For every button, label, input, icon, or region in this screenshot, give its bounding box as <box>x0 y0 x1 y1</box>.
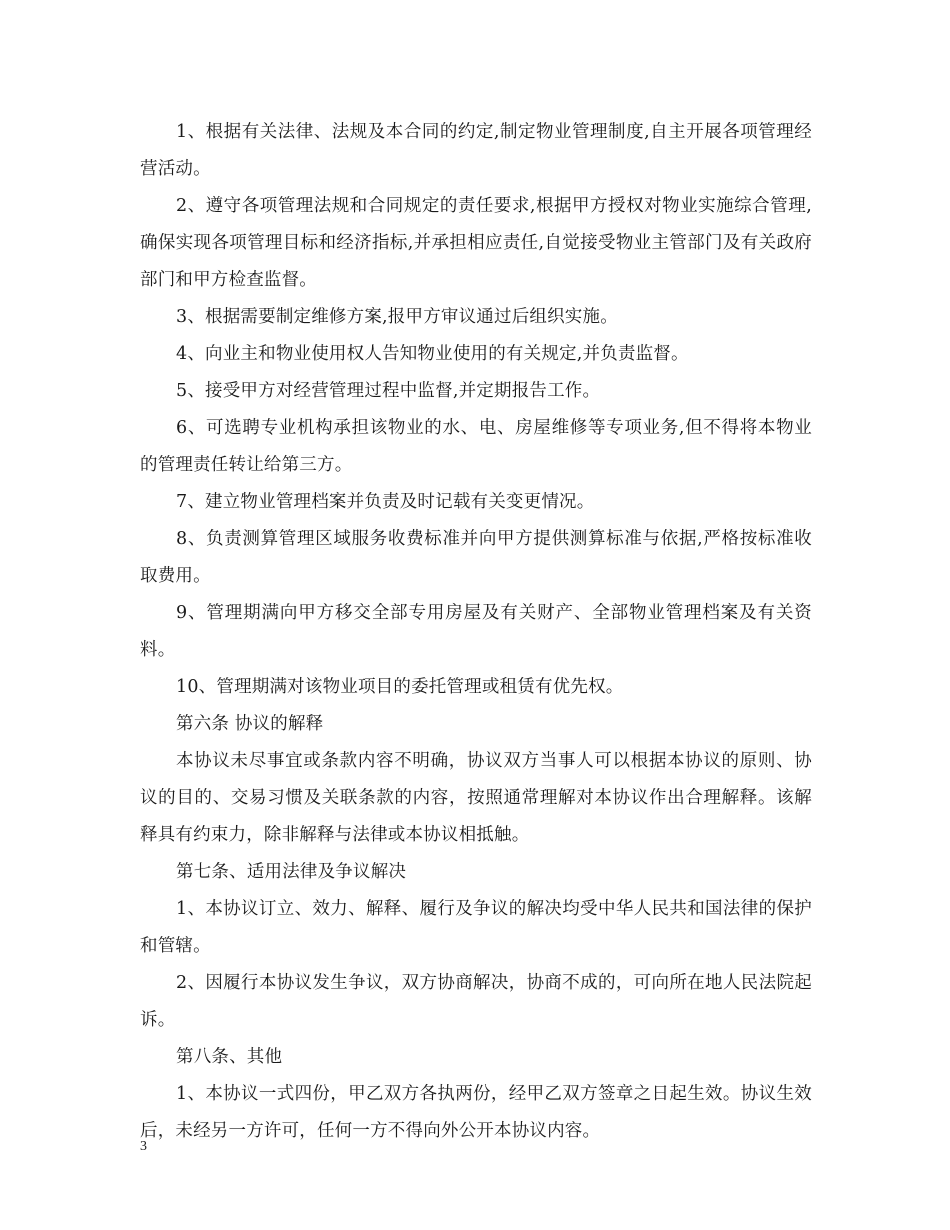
paragraph-duty-9: 9、管理期满向甲方移交全部专用房屋及有关财产、全部物业管理档案及有关资料。 <box>140 603 812 660</box>
paragraph-duty-7: 7、建立物业管理档案并负责及时记载有关变更情况。 <box>176 492 595 512</box>
paragraph-duty-4: 4、向业主和物业使用权人告知物业使用的有关规定,并负责监督。 <box>176 344 689 364</box>
paragraph-law-1: 1、本协议订立、效力、解释、履行及争议的解决均受中华人民共和国法律的保护和管辖。 <box>140 899 812 956</box>
section-heading-article-8: 第八条、其他 <box>176 1047 283 1067</box>
paragraph-law-2: 2、因履行本协议发生争议，双方协商解决，协商不成的，可向所在地人民法院起诉。 <box>140 973 812 1030</box>
paragraph-duty-6: 6、可选聘专业机构承担该物业的水、电、房屋维修等专项业务,但不得将本物业的管理责任转让给第三方。 <box>140 418 812 475</box>
paragraph-duty-1: 1、根据有关法律、法规及本合同的约定,制定物业管理制度,自主开展各项管理经营活动。 <box>140 122 812 179</box>
paragraph-duty-5: 5、接受甲方对经营管理过程中监督,并定期报告工作。 <box>176 381 601 401</box>
page-number: 3 <box>140 1139 147 1154</box>
section-heading-article-6: 第六条 协议的解释 <box>176 714 324 734</box>
paragraph-other-1: 1、本协议一式四份，甲乙双方各执两份，经甲乙双方签章之日起生效。协议生效后，未经另一方许可，任何一方不得向外公开本协议内容。 <box>140 1084 812 1141</box>
paragraph-duty-8: 8、负责测算管理区域服务收费标准并向甲方提供测算标准与依据,严格按标准收取费用。 <box>140 529 812 586</box>
paragraph-duty-10: 10、管理期满对该物业项目的委托管理或租赁有优先权。 <box>176 677 624 697</box>
section-heading-article-7: 第七条、适用法律及争议解决 <box>176 862 407 882</box>
paragraph-interpretation: 本协议未尽事宜或条款内容不明确，协议双方当事人可以根据本协议的原则、协议的目的、交易习惯及关联条款的内容，按照通常理解对本协议作出合理解释。该解释具有约束力，除非解释与法律或本协议相抵触。 <box>140 751 812 845</box>
document-body <box>140 114 812 1150</box>
paragraph-duty-2: 2、遵守各项管理法规和合同规定的责任要求,根据甲方授权对物业实施综合管理,确保实现各项管理目标和经济指标,并承担相应责任,自觉接受物业主管部门及有关政府部门和甲方检查监督。 <box>140 196 812 290</box>
paragraph-duty-3: 3、根据需要制定维修方案,报甲方审议通过后组织实施。 <box>176 307 618 327</box>
